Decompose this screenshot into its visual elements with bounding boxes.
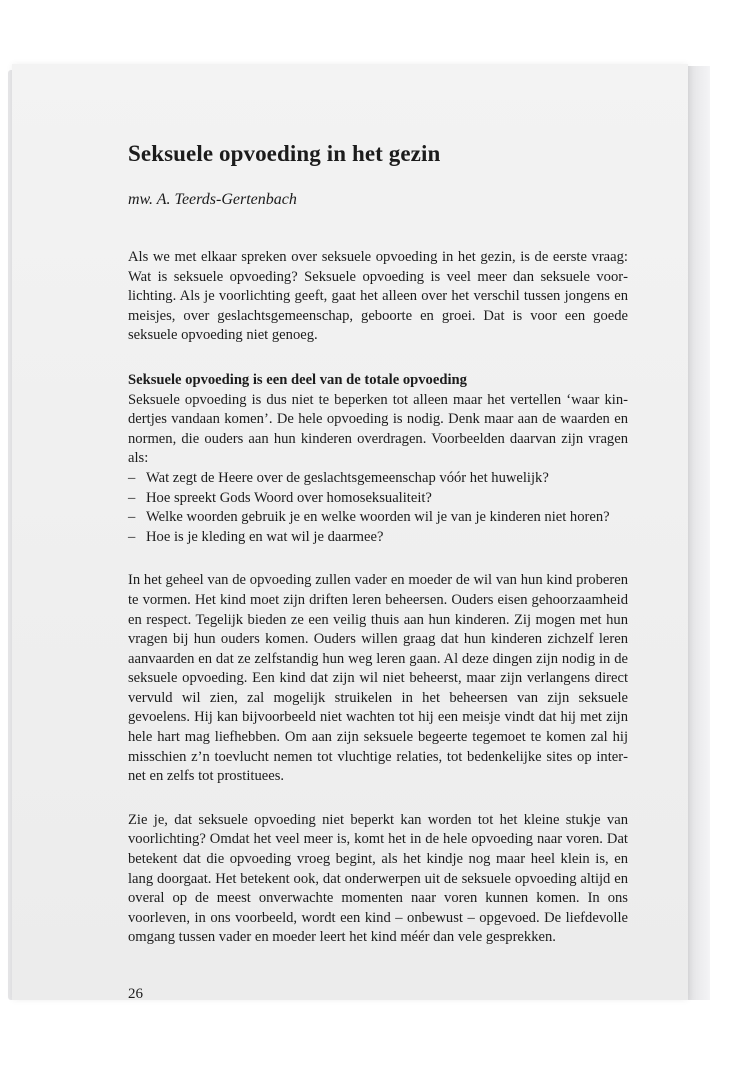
page-number: 26 bbox=[128, 986, 143, 1002]
body-paragraph-3: Zie je, dat seksuele opvoeding niet beperkt kan worden tot het kleine stukje van voorlichting? Omdat het veel meer is, komt het in de hele opvoeding naar voren. Dat betekent dat die opvoeding vroeg begint, als het kindje nog maar heel klein is, en lang doorgaat. Het betekent ook, dat onderwerpen uit de seksuele opvoeding altijd en overal op de meest onverwachte momenten naar voren kunnen komen. In ons voorleven, in ons voorbeeld, wordt een kind – onbewust – opgevoed. De liefdevolle omgang tussen vader en moeder leert het kind méér dan vele gesprekken. bbox=[128, 811, 628, 946]
list-item: – Welke woorden gebruik je en welke woorden wil je van je kinderen niet horen? bbox=[128, 508, 628, 528]
list-item: – Wat zegt de Heere over de geslachtsgemeenschap vóór het huwelijk? bbox=[128, 469, 628, 489]
question-list bbox=[128, 469, 628, 547]
body-paragraph-2: In het geheel van de opvoeding zullen vader en moeder de wil van hun kind proberen te vormen. Het kind moet zijn driften leren beheersen. Ouders eisen gehoorzaamheid en respect. Tegelijk bieden ze een veilig thuis aan hun kinderen. Zij mogen met hun vragen bij hun ouders komen. Ouders willen graag dat hun kinderen zichzelf leren aanvaarden en dat ze zelfstandig hun weg leren gaan. Al deze dingen zijn nodig in de seksuele opvoeding. Een kind dat zijn wil niet beheerst, maar zijn verlangens direct vervuld wil zien, zal mogelijk struikelen in het beheersen van zijn seksuele gevoelens. Hij kan bijvoorbeeld niet wachten tot hij een meisje vindt dat hij met zijn hele hart mag liefhebben. Om aan zijn seksuele begeerte tegemoet te komen zal hij misschien z’n toevlucht nemen tot vluchtige relaties, tot bedenkelijke sites op internet en zelfs tot prostituees. bbox=[128, 572, 628, 785]
intro-paragraph: Als we met elkaar spreken over seksuele opvoeding in het gezin, is de eerste vraag: Wat is seksuele opvoeding? Seksuele opvoeding is veel meer dan seksuele voorlichting. Als je voorlichting geeft, gaat het alleen over het verschil tussen jongens en meisjes, over geslachtsgemeenschap, geboorte en groei. Dat is voor een goede seksuele opvoeding niet genoeg. bbox=[128, 249, 628, 344]
article-title: Seksuele opvoeding in het gezin bbox=[128, 141, 441, 166]
list-item: – Hoe is je kleding en wat wil je daarmee? bbox=[128, 528, 628, 548]
section-paragraph: Seksuele opvoeding is dus niet te beperken tot alleen maar het vertellen ‘waar kindertjes vandaan komen’. De hele opvoeding is nodig. Denk maar aan de waarden en normen, die ouders aan hun kinderen overdragen. Voorbeelden daarvan zijn vragen als: bbox=[128, 391, 628, 467]
list-item: – Hoe spreekt Gods Woord over homoseksualiteit? bbox=[128, 489, 628, 509]
section-heading: Seksuele opvoeding is een deel van de totale opvoeding bbox=[128, 371, 467, 388]
article-author: mw. A. Teerds-Gertenbach bbox=[128, 191, 297, 208]
book-spine-edge bbox=[688, 66, 710, 1000]
page-content bbox=[128, 138, 628, 1004]
